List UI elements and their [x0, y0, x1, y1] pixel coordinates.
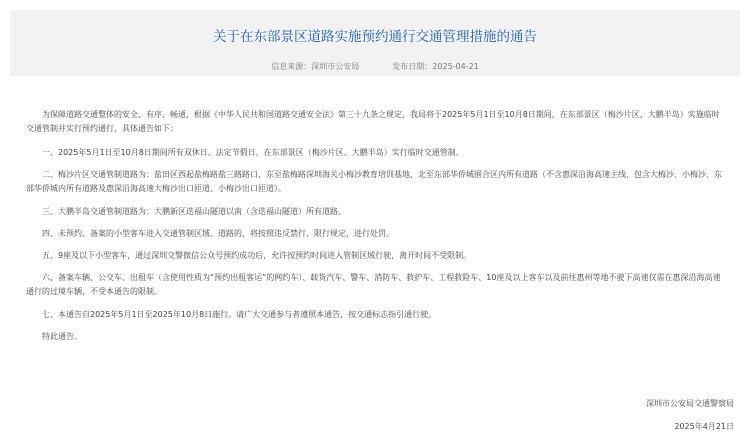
item-6: 六、备案车辆、公交车、出租车（含使用性质为“预约出租客运”的网约车）、载货汽车、警车、消防车、救护车、工程救险车、10座及以上客车以及前往惠州等地不驶下高速仅需在惠深沿海高速通行的过境车辆，不受本通告的限制。	[26, 273, 721, 296]
date-value: 2025-04-21	[432, 62, 479, 71]
signature-date: 2025年4月21日	[674, 422, 734, 431]
item-5: 五、9座及以下小型客车，通过深圳交警微信公众号预约成功后，允许按预约时间进入管制区域行驶，离开时间不受限制。	[42, 251, 472, 260]
source-label: 信息来源：	[271, 62, 312, 71]
item-7: 七、本通告自2025年5月1日至2025年10月8日施行。请广大交通参与者遵照本通告，按交通标志指引通行驶。	[42, 310, 437, 319]
meta-info	[10, 62, 740, 72]
signature-org: 深圳市公安局交通警察局	[646, 399, 734, 408]
page-title: 关于在东部景区道路实施预约通行交通管理措施的通告	[213, 29, 537, 45]
item-4: 四、未预约、备案的小型客车进入交通管制区域、道路的，将按照违反禁行、限行规定，进行处罚。	[42, 229, 394, 238]
intro-paragraph: 为保障道路交通整体的安全、有序、畅通，根据《中华人民共和国道路交通安全法》第三十九条之规定，我局将于2025年5月1日至10月8日期间，在东部景区（梅沙片区、大鹏半岛）实施临时交通管制并实行预约通行，具体通告如下：	[26, 110, 720, 133]
header-box	[10, 10, 740, 76]
closing-text: 特此通告。	[42, 332, 82, 341]
item-3: 三、大鹏半岛交通管制道路为：大鹏新区迭福山隧道以南（含迭福山隧道）所有道路。	[42, 207, 346, 216]
item-2: 二、梅沙片区交通管制道路为：盐田区西起盐梅路盐三路路口，东至盐梅路深圳海关小梅沙教育培训基地，北至东部华侨城围合区内所有道路（不含惠深沿海高速主线，包含大梅沙、小梅沙、东部华侨城内所有道路及惠深沿海高速大梅沙出口匝道、小梅沙出口匝道）。	[26, 170, 722, 193]
item-1: 一、2025年5月1日至10月8日期间所有双休日、法定节假日，在东部景区（梅沙片区、大鹏半岛）实行临时交通管制。	[42, 148, 464, 157]
date-label: 发布日期：	[392, 62, 433, 71]
source-value: 深圳市公安局	[311, 62, 360, 71]
